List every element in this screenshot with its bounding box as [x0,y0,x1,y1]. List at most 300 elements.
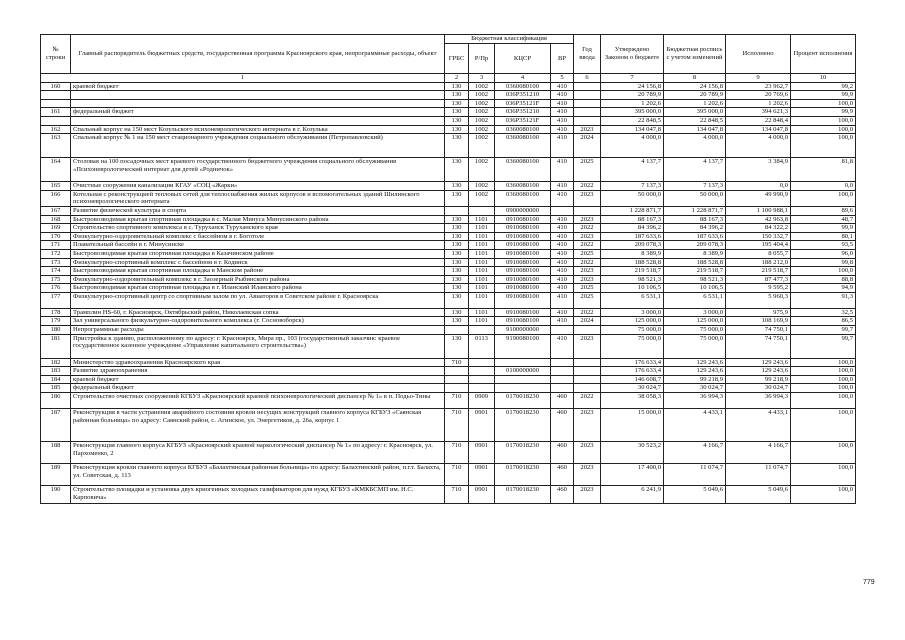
row-rpr: 1101 [469,258,495,267]
row-done: 74 750,1 [726,334,791,358]
row-pct: 100,0 [791,393,856,409]
row-name: Физкультурно-оздоровительный комплекс с бассейном в г. Боготоле [71,232,445,241]
col-number: 5 [551,74,574,83]
row-kcsr: 0100000000 [495,367,551,376]
row-list: 84 396,2 [664,224,726,233]
header-year: Год ввода [574,35,601,74]
table-row [41,158,856,182]
row-year [574,108,601,117]
table-row [41,134,856,158]
row-name: Развитие физической культуры и спорта [71,206,445,215]
row-rpr: 1002 [469,158,495,182]
row-rpr: 1101 [469,284,495,293]
row-list: 88 167,3 [664,215,726,224]
row-grbs: 130 [445,134,469,158]
row-name: Очистные сооружения канализации КГАУ «СОЦ «Жарки» [71,182,445,191]
row-pct: 100,0 [791,464,856,486]
table-row [41,367,856,376]
row-approved: 146 608,7 [601,375,664,384]
row-done: 1 100 988,1 [726,206,791,215]
row-list: 1 202,6 [664,99,726,108]
row-approved: 20 789,9 [601,91,664,100]
col-number: 6 [574,74,601,83]
row-done: 30 024,7 [726,384,791,393]
row-grbs: 710 [445,464,469,486]
row-approved: 1 228 871,7 [601,206,664,215]
table-row [41,190,856,206]
row-approved: 88 167,3 [601,215,664,224]
row-vr: 460 [551,464,574,486]
row-done: 11 074,7 [726,464,791,486]
row-vr: 410 [551,258,574,267]
row-number: 177 [41,292,71,308]
row-grbs [445,375,469,384]
row-done: 129 243,6 [726,358,791,367]
row-kcsr: 036P35121F [495,116,551,125]
row-vr [551,206,574,215]
header-no: № строки [41,35,71,74]
row-done: 8 055,7 [726,249,791,258]
row-pct: 100,0 [791,367,856,376]
row-list: 11 074,7 [664,464,726,486]
table-row [41,206,856,215]
row-vr [551,326,574,335]
header-vr: ВР [551,44,574,74]
row-name: Быстровозводимая крытая спортивная площадка в Манском районе [71,267,445,276]
col-number: 4 [495,74,551,83]
col-number: 3 [469,74,495,83]
row-year: 2025 [574,284,601,293]
row-year: 2025 [574,249,601,258]
row-approved: 125 000,0 [601,317,664,326]
row-pct: 100,0 [791,375,856,384]
row-list: 30 024,7 [664,384,726,393]
row-pct: 0,0 [791,182,856,191]
row-kcsr: 036P351210 [495,108,551,117]
row-name: Быстровозводимая крытая спортивная площадка в Казачинском районе [71,249,445,258]
row-approved: 7 137,3 [601,182,664,191]
row-vr: 410 [551,134,574,158]
row-number: 170 [41,232,71,241]
row-done: 87 477,3 [726,275,791,284]
row-vr: 410 [551,284,574,293]
row-approved: 15 000,0 [601,409,664,442]
row-vr [551,384,574,393]
row-done: 3 384,9 [726,158,791,182]
row-vr: 410 [551,232,574,241]
table-row [41,464,856,486]
row-grbs: 130 [445,334,469,358]
table-row [41,375,856,384]
row-approved: 84 396,2 [601,224,664,233]
row-name: Строительство спортивного комплекса в с. Туруханск Туруханского края [71,224,445,233]
row-done: 0,0 [726,182,791,191]
row-approved: 4 000,0 [601,134,664,158]
row-number: 189 [41,464,71,486]
row-grbs: 130 [445,116,469,125]
row-list: 6 531,1 [664,292,726,308]
row-pct: 99,7 [791,326,856,335]
row-vr: 460 [551,393,574,409]
col-number: 2 [445,74,469,83]
row-number: 176 [41,284,71,293]
row-list: 75 000,0 [664,326,726,335]
header-rpr: Р/Пр [469,44,495,74]
row-vr [551,375,574,384]
row-pct: 100,0 [791,384,856,393]
row-number: 181 [41,334,71,358]
row-kcsr: 0360080100 [495,125,551,134]
header-done: Исполнено [726,35,791,74]
row-approved: 22 848,5 [601,116,664,125]
row-done: 1 202,6 [726,99,791,108]
row-name: Столовая на 100 посадочных мест краевого государственного бюджетного учреждения социального обслуживания «Психоневрологический интернат для детей «Родничок» [71,158,445,182]
row-year: 2023 [574,275,601,284]
row-vr: 410 [551,91,574,100]
row-grbs: 130 [445,258,469,267]
row-name: федеральный бюджет [71,384,445,393]
row-year: 2023 [574,125,601,134]
row-name: Развитие здравоохранения [71,367,445,376]
row-list: 98 521,3 [664,275,726,284]
row-kcsr: 0360080100 [495,190,551,206]
row-list: 36 994,3 [664,393,726,409]
row-approved: 75 000,0 [601,334,664,358]
row-grbs [445,367,469,376]
row-pct: 94,9 [791,284,856,293]
row-number: 171 [41,241,71,250]
row-year: 2022 [574,258,601,267]
row-approved: 30 523,2 [601,442,664,464]
row-number: 175 [41,275,71,284]
row-vr [551,367,574,376]
row-number [41,91,71,100]
row-name: Физкультурно-спортивный центр со спортивным залом по ул. Авиаторов в Советском районе г. Красноярска [71,292,445,308]
row-list: 7 137,3 [664,182,726,191]
table-row [41,232,856,241]
row-year [574,206,601,215]
table-row [41,393,856,409]
row-rpr [469,358,495,367]
row-done: 150 332,7 [726,232,791,241]
row-grbs [445,206,469,215]
row-done: 219 518,7 [726,267,791,276]
row-year: 2023 [574,442,601,464]
row-done: 188 212,0 [726,258,791,267]
row-number [41,99,71,108]
row-kcsr: 0910080100 [495,241,551,250]
row-number: 185 [41,384,71,393]
row-year [574,82,601,91]
row-year: 2023 [574,190,601,206]
row-kcsr: 036P351210 [495,91,551,100]
row-pct: 99,8 [791,258,856,267]
row-rpr: 0901 [469,486,495,504]
table-header [41,35,856,83]
row-year: 2025 [574,292,601,308]
header-kcsr: КЦСР [495,44,551,74]
row-list: 99 218,9 [664,375,726,384]
row-name: Котельная с реконструкцией тепловых сетей для теплоснабжения жилых корпусов и вспомогательных зданий Шилинского психоневрологического интерната [71,190,445,206]
row-year: 2022 [574,393,601,409]
row-kcsr: 0170018230 [495,393,551,409]
row-grbs: 130 [445,91,469,100]
row-vr: 410 [551,82,574,91]
row-kcsr: 0910080100 [495,232,551,241]
row-kcsr [495,375,551,384]
row-vr: 410 [551,224,574,233]
row-rpr: 1002 [469,125,495,134]
row-number: 174 [41,267,71,276]
row-grbs: 710 [445,358,469,367]
row-name: Спальный корпус на 150 мест Козульского психоневрологического интерната в г. Козулька [71,125,445,134]
row-grbs: 130 [445,292,469,308]
row-done: 36 994,3 [726,393,791,409]
row-rpr: 1002 [469,116,495,125]
row-year [574,91,601,100]
row-kcsr: 0910080100 [495,215,551,224]
col-number: 1 [41,74,445,83]
row-name: краевой бюджет [71,82,445,91]
row-grbs: 130 [445,232,469,241]
row-done: 134 047,8 [726,125,791,134]
row-kcsr [495,358,551,367]
row-pct: 100,0 [791,409,856,442]
row-year: 2023 [574,232,601,241]
budget-table [40,34,856,504]
row-kcsr: 0170018230 [495,409,551,442]
col-number: 9 [726,74,791,83]
row-vr: 460 [551,409,574,442]
row-year: 2022 [574,224,601,233]
row-grbs: 130 [445,275,469,284]
row-vr: 410 [551,215,574,224]
row-number: 173 [41,258,71,267]
row-year: 2023 [574,215,601,224]
row-number: 166 [41,190,71,206]
row-list: 50 000,0 [664,190,726,206]
row-done: 22 848,4 [726,116,791,125]
row-pct: 100,0 [791,190,856,206]
row-kcsr: 0170018230 [495,486,551,504]
row-kcsr: 0910080100 [495,317,551,326]
row-grbs: 130 [445,317,469,326]
row-name: Физкультурно-оздоровительный комплекс в г. Заозерный Рыбинского района [71,275,445,284]
row-name: Спальный корпус № 1 на 150 мест стационарного учреждения социального обслуживания (Петропавловский) [71,134,445,158]
row-kcsr: 0910080100 [495,258,551,267]
row-year [574,384,601,393]
table-row [41,82,856,91]
row-number: 164 [41,158,71,182]
row-grbs: 130 [445,125,469,134]
row-approved: 4 137,7 [601,158,664,182]
row-approved: 176 633,4 [601,367,664,376]
row-kcsr: 0900000000 [495,206,551,215]
row-number [41,116,71,125]
row-rpr: 1002 [469,134,495,158]
row-list: 395 000,0 [664,108,726,117]
row-grbs: 130 [445,82,469,91]
row-rpr: 0901 [469,409,495,442]
table-row [41,258,856,267]
header-grbs: ГРБС [445,44,469,74]
row-approved: 6 531,1 [601,292,664,308]
row-number: 172 [41,249,71,258]
row-vr: 460 [551,486,574,504]
row-rpr: 1002 [469,182,495,191]
row-list: 4 433,1 [664,409,726,442]
col-number: 8 [664,74,726,83]
row-vr: 410 [551,125,574,134]
row-done: 42 963,8 [726,215,791,224]
row-rpr [469,326,495,335]
row-grbs: 130 [445,158,469,182]
header-budget-class: Бюджетная классификация [445,35,574,44]
row-approved: 50 000,0 [601,190,664,206]
row-number: 187 [41,409,71,442]
table-row [41,334,856,358]
row-rpr: 1002 [469,190,495,206]
row-list: 75 000,0 [664,334,726,358]
row-approved: 219 518,7 [601,267,664,276]
row-name [71,116,445,125]
row-grbs: 130 [445,99,469,108]
row-list: 4 137,7 [664,158,726,182]
row-year: 2023 [574,464,601,486]
row-vr: 410 [551,267,574,276]
row-approved: 1 202,6 [601,99,664,108]
row-list: 22 848,5 [664,116,726,125]
row-pct: 99,7 [791,334,856,358]
row-number: 161 [41,108,71,117]
row-done: 5 049,6 [726,486,791,504]
row-year: 2024 [574,134,601,158]
row-name [71,99,445,108]
row-rpr [469,375,495,384]
row-rpr [469,367,495,376]
table-row [41,275,856,284]
row-approved: 30 024,7 [601,384,664,393]
row-pct: 100,0 [791,358,856,367]
row-rpr: 1101 [469,292,495,308]
row-pct: 100,0 [791,442,856,464]
row-rpr: 1101 [469,215,495,224]
row-list: 1 228 871,7 [664,206,726,215]
row-name: Физкультурно-спортивный комплекс с бассейном в г. Кодинск [71,258,445,267]
table-row [41,358,856,367]
row-year: 2025 [574,158,601,182]
row-approved: 17 400,0 [601,464,664,486]
row-pct: 89,6 [791,206,856,215]
row-number: 190 [41,486,71,504]
row-name: Строительство площадки и установка двух криогенных холодных газификаторов для нужд КГБУЗ «КМКБСМП им. Н.С. Карповича» [71,486,445,504]
page-number: 779 [863,579,875,586]
table-row [41,99,856,108]
row-kcsr: 0910080100 [495,275,551,284]
row-list: 5 049,6 [664,486,726,504]
row-pct: 80,1 [791,232,856,241]
row-kcsr: 9190080100 [495,334,551,358]
row-approved: 176 633,4 [601,358,664,367]
table-row [41,486,856,504]
row-name: Быстровозводимая крытая спортивная площадка в г. Иланский Иланского района [71,284,445,293]
table-row [41,284,856,293]
row-vr: 410 [551,99,574,108]
row-grbs: 130 [445,308,469,317]
row-rpr: 1002 [469,108,495,117]
row-list: 187 633,6 [664,232,726,241]
row-number: 160 [41,82,71,91]
table-body [41,82,856,503]
table-row [41,241,856,250]
row-name: Строительство очистных сооружений КГБУЗ «Красноярский краевой психоневрологический диспансер № 1» в п. Подьо-Тины [71,393,445,409]
column-numbers-row [41,74,856,83]
row-rpr: 0909 [469,393,495,409]
row-done: 5 960,3 [726,292,791,308]
row-grbs: 710 [445,486,469,504]
row-year: 2022 [574,182,601,191]
row-year [574,358,601,367]
row-rpr: 1101 [469,317,495,326]
row-kcsr: 0910080100 [495,267,551,276]
row-year: 2023 [574,409,601,442]
row-vr: 410 [551,182,574,191]
row-vr: 410 [551,334,574,358]
row-kcsr: 0360080100 [495,182,551,191]
table-row [41,91,856,100]
row-name [71,91,445,100]
row-number: 163 [41,134,71,158]
row-approved: 3 000,0 [601,308,664,317]
row-grbs: 710 [445,409,469,442]
row-pct: 93,5 [791,241,856,250]
row-year [574,99,601,108]
header-name: Главный распорядитель бюджетных средств, государственная программа Красноярского края, непрограммные расходы, объект [71,35,445,74]
row-pct: 100,0 [791,134,856,158]
row-pct: 99,2 [791,82,856,91]
row-number: 182 [41,358,71,367]
row-vr: 410 [551,292,574,308]
row-name: федеральный бюджет [71,108,445,117]
row-number: 162 [41,125,71,134]
table-row [41,384,856,393]
row-rpr: 1101 [469,241,495,250]
table-row [41,249,856,258]
row-kcsr: 0910080100 [495,308,551,317]
row-vr: 460 [551,442,574,464]
row-grbs: 130 [445,267,469,276]
row-year: 2022 [574,308,601,317]
row-pct: 48,7 [791,215,856,224]
row-list: 129 243,6 [664,367,726,376]
table-row [41,116,856,125]
row-number: 180 [41,326,71,335]
row-done: 9 595,2 [726,284,791,293]
table-row [41,442,856,464]
row-list: 4 000,0 [664,134,726,158]
row-approved: 395 000,0 [601,108,664,117]
row-pct: 81,8 [791,158,856,182]
row-done: 20 769,6 [726,91,791,100]
row-rpr: 1101 [469,232,495,241]
row-rpr: 1101 [469,275,495,284]
row-approved: 134 047,8 [601,125,664,134]
row-approved: 75 000,0 [601,326,664,335]
col-number: 7 [601,74,664,83]
row-done: 99 218,9 [726,375,791,384]
row-vr: 410 [551,275,574,284]
row-rpr: 0113 [469,334,495,358]
